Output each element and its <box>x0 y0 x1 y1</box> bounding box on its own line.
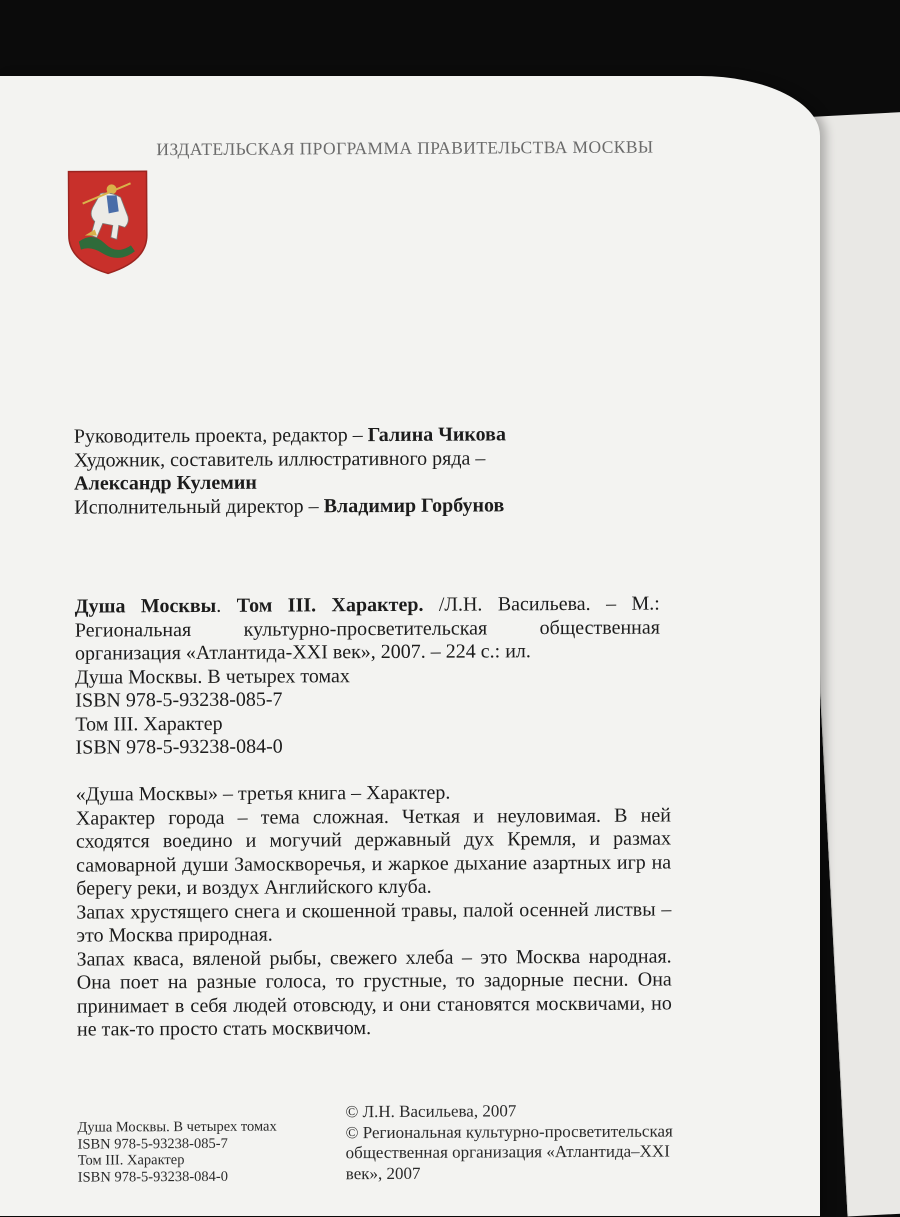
footer-isbn-volume: ISBN 978-5-93238-084-0 <box>77 1168 229 1186</box>
credit-name: Владимир Горбунов <box>323 493 505 517</box>
volume-title: Том III. Характер. <box>236 593 424 617</box>
annotation-paragraph: Запах хрустящего снега и скошенной травы, палой осенней листвы – это Москва природная. <box>76 897 672 947</box>
copyright-organization: © Региональная культурно-просветительская общественная организация «Атлантида–XXI век», 2007 <box>345 1120 673 1183</box>
footer-volume: Том III. Характер <box>77 1152 185 1169</box>
credits-block <box>74 422 694 519</box>
credit-name: Галина Чикова <box>367 423 507 447</box>
credit-artist-name <box>74 469 694 496</box>
catalog-record <box>75 593 661 761</box>
footer-isbn-block <box>77 1118 337 1185</box>
footer-copyright-block <box>345 1100 705 1184</box>
catalog-series: Душа Москвы. В четырех томах <box>75 664 350 689</box>
separator: . <box>216 594 237 617</box>
credit-manager <box>74 422 694 449</box>
annotation-paragraph: Запах кваса, вяленой рыбы, свежего хлеба – это Москва народная. Она поет на разные голоса, то грустные, то задорные песни. Она принимает в себя людей отовсюду, и они становятся москвичами, но не так-то просто стать москвичом. <box>76 944 672 1041</box>
book-title: Душа Москвы <box>74 594 217 618</box>
annotation-paragraph: Характер города – тема сложная. Четкая и неуловимая. В ней сходятся воедино и могучий державный дух Кремля, и размах самоварной души Замоскворечья, и жаркое дыхание азартных игр на берегу реки, и воздух Английского клуба. <box>75 803 672 900</box>
book-page <box>0 76 820 1216</box>
catalog-description <box>75 593 660 667</box>
credit-label: Исполнительный директор – <box>74 494 324 519</box>
catalog-volume: Том III. Характер <box>75 712 223 736</box>
moscow-coat-of-arms-icon <box>64 165 151 277</box>
annotation <box>76 780 672 1042</box>
catalog-isbn-series: ISBN 978-5-93238-085-7 <box>75 688 283 712</box>
catalog-details: /Л.Н. Васильева. – М.: Региональная культурно-просветительская общественная организация «Атлантида-XXI век», 2007. – 224 с.: ил. <box>74 592 660 665</box>
credit-artist-label: Художник, составитель иллюстративного ряда – <box>73 446 486 472</box>
credit-name: Александр Кулемин <box>74 471 257 495</box>
footer-series: Душа Москвы. В четырех томах <box>77 1118 277 1136</box>
program-title: ИЗДАТЕЛЬСКАЯ ПРОГРАММА ПРАВИТЕЛЬСТВА МОСКВЫ <box>156 136 654 160</box>
footer-isbn-series: ISBN 978-5-93238-085-7 <box>77 1135 228 1153</box>
copyright-author: © Л.Н. Васильева, 2007 <box>345 1101 517 1122</box>
credit-director <box>74 493 694 520</box>
annotation-paragraph: «Душа Москвы» – третья книга – Характер. <box>75 781 451 806</box>
catalog-isbn-volume: ISBN 978-5-93238-084-0 <box>75 735 283 759</box>
credit-label: Руководитель проекта, редактор – <box>73 424 368 448</box>
